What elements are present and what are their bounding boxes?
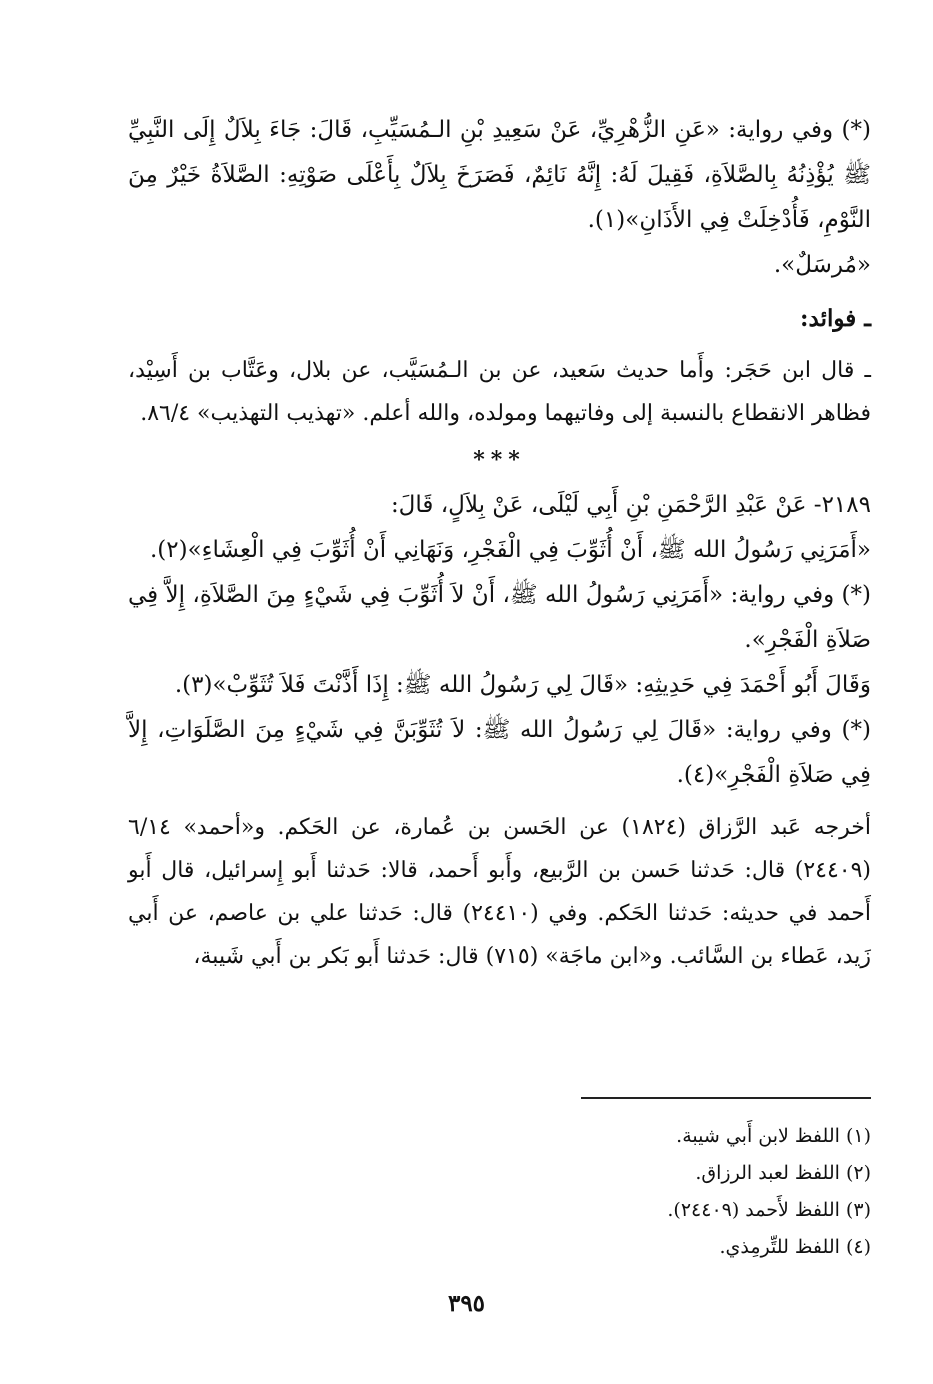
page-number: ٣٩٥ bbox=[447, 1290, 486, 1317]
page-body bbox=[128, 108, 871, 978]
hadith-2189-narration-2: (*) وفي رواية: «أَمَرَنِي رَسُولُ الله ﷺ، أَنْ لاَ أُثَوِّبَ فِي شَيْءٍ مِنَ الصَّلاَةِ، إِلاَّ فِي صَلاَةِ الْفَجْرِ». bbox=[128, 582, 871, 653]
hadith-2189-abu-ahmad: وَقَالَ أَبُو أَحْمَدَ فِي حَدِيثِهِ: «قَالَ لِي رَسُولُ الله ﷺ: إِذَا أَذَّنْتَ فَلاَ تُثَوِّبْ»(٣). bbox=[174, 672, 871, 698]
footnote-divider bbox=[581, 1097, 871, 1099]
section-separator: *** bbox=[473, 447, 526, 473]
footnote-4: (٤) اللفظ للتِّرمِذي. bbox=[719, 1236, 871, 1258]
footnote-2: (٢) اللفظ لعبد الرزاق. bbox=[695, 1162, 871, 1184]
hadith-2189-narration-3: (*) وفي رواية: «قَالَ لِي رَسُولُ الله ﷺ: لاَ تُثَوِّبَنَّ فِي شَيْءٍ مِنَ الصَّلَوَاتِ، إِلاَّ فِي صَلاَةِ الْفَجْرِ»(٤). bbox=[128, 717, 871, 788]
benefits-heading: ـ فوائد: bbox=[800, 305, 871, 332]
footnotes bbox=[300, 1118, 871, 1266]
paragraph-ibn-hajar: ـ قال ابن حَجَر: وأَما حديث سَعيد، عن بن الـمُسَيَّب، عن بلال، وعَتَّاب بن أَسِيْد، فظاهر الانقطاع بالنسبة إلى وفاتيهما ومولده، والله أعلم. «تهذيب التهذيب» ٨٦/٤. bbox=[128, 358, 871, 426]
grading-mursal: «مُرسَلٌ». bbox=[773, 252, 871, 278]
hadith-2189-text: «أَمَرَنِي رَسُولُ الله ﷺ، أَنْ أُثَوِّبَ فِي الْفَجْرِ، وَنَهَانِي أَنْ أُثَوِّبَ فِي الْعِشَاءِ»(٢). bbox=[149, 537, 871, 563]
paragraph-zuhri-narration: (*) وفي رواية: «عَنِ الزُّهْرِيِّ، عَنْ سَعِيدِ بْنِ الـمُسَيِّبِ، قَالَ: جَاءَ بِلاَلٌ إِلَى النَّبِيِّ ﷺ يُؤْذِنُهُ بِالصَّلاَةِ، فَقِيلَ لَهُ: إِنَّهُ نَائِمٌ، فَصَرَخَ بِلاَلٌ بِأَعْلَى صَوْتِهِ: الصَّلاَةُ خَيْرٌ مِنَ النَّوْمِ، فَأُدْخِلَتْ فِي الأَذَانِ»(١). bbox=[128, 117, 871, 233]
takhrij-paragraph: أخرجه عَبد الرَّزاق (١٨٢٤) عن الحَسن بن عُمارة، عن الحَكم. و«أحمد» ٦/١٤ (٢٤٤٠٩) قال: حَدثنا حَسن بن الرَّبيع، وأَبو أَحمد، قالا: حَدثنا أَبو إِسرائيل، قال أَبو أَحمد في حديثه: حَدثنا الحَكم. وفي (٢٤٤١٠) قال: حَدثنا علي بن عاصم، عن أَبي زَيد، عَطاء بن السَّائب. و«ابن ماجَة» (٧١٥) قال: حَدثنا أَبو بَكر بن أَبي شَيبة، bbox=[128, 815, 871, 969]
footnote-3: (٣) اللفظ لأَحمد (٢٤٤٠٩). bbox=[667, 1199, 871, 1221]
hadith-2189-chain: ٢١٨٩- عَنْ عَبْدِ الرَّحْمَنِ بْنِ أَبِي لَيْلَى، عَنْ بِلاَلٍ، قَالَ: bbox=[390, 492, 871, 518]
footnote-1: (١) اللفظ لابن أَبي شيبة. bbox=[676, 1125, 871, 1147]
